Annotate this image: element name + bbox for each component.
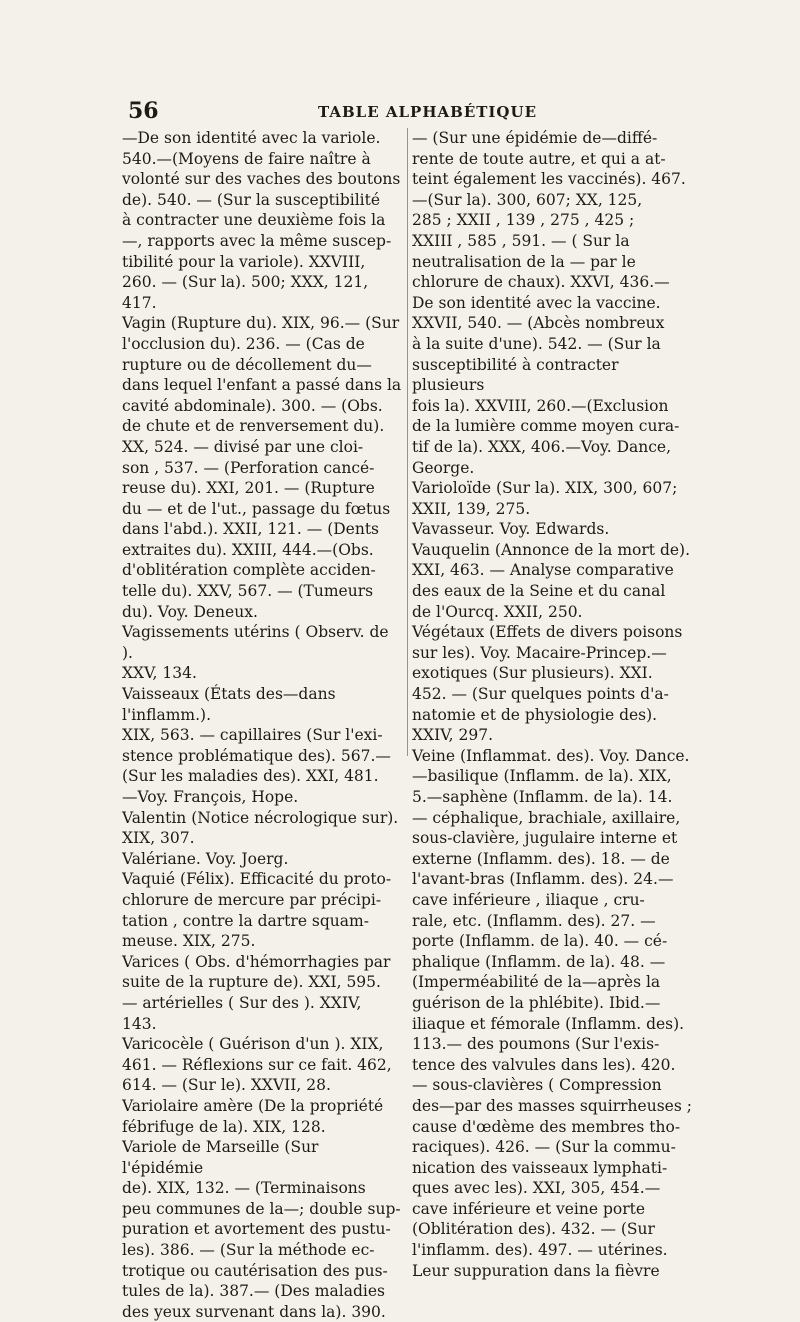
right-column — [412, 128, 692, 1281]
right-column-line: guérison de la phlébite). Ibid.— — [412, 993, 661, 1012]
right-column-line: Leur suppuration dans la fièvre — [412, 1261, 660, 1280]
right-column-line: sur les). Voy. Macaire-Princep.— — [412, 643, 667, 662]
right-column-line: 5.—saphène (Inflamm. de la). 14. — [412, 788, 673, 806]
left-column-line: tules de la). 387.— (Des maladies — [122, 1282, 385, 1301]
left-column-line: peu communes de la—; double sup- — [122, 1199, 401, 1218]
left-column-line: (Sur les maladies des). XXI, 481. — [122, 767, 379, 786]
left-column-line: trotique ou cautérisation des pus- — [122, 1261, 388, 1280]
left-column-line: du). Voy. Deneux. — [122, 602, 258, 621]
left-column-line: de). 540. — (Sur la susceptibilité — [122, 190, 381, 209]
right-column-line: XXVII, 540. — (Abcès nombreux — [412, 314, 665, 333]
left-column-line: —De son identité avec la variole. — [122, 129, 381, 147]
right-column-line: cave inférieure , iliaque , cru- — [412, 890, 645, 909]
right-column-line: (Imperméabilité de la—après la — [412, 973, 661, 992]
left-column-line: Varicocèle ( Guérison d'un ). XIX, — [122, 1035, 384, 1054]
left-column-line: XIX, 307. — [122, 829, 195, 848]
left-column-line: suite de la rupture de). XXI, 595. — [122, 973, 381, 992]
right-column-line: — (Sur une épidémie de—diffé- — [412, 129, 658, 147]
right-column-line: XXI, 463. — Analyse comparative — [412, 561, 674, 580]
left-column-line: dans l'abd.). XXII, 121. — (Dents — [122, 520, 380, 539]
left-column-line: Vaisseaux (États des—dans l'inflamm.). — [122, 685, 336, 724]
left-column-line: Variolaire amère (De la propriété — [122, 1096, 384, 1115]
left-column-line: 540.—(Moyens de faire naître à — [122, 149, 371, 168]
right-column-line: — sous-clavières ( Compression — [412, 1076, 662, 1095]
right-column-line: de l'Ourcq. XXII, 250. — [412, 602, 583, 621]
right-column-line: Varioloïde (Sur la). XIX, 300, 607; — [412, 479, 678, 498]
left-column-line: du — et de l'ut., passage du fœtus — [122, 499, 391, 518]
right-column-line: chlorure de chaux). XXVI, 436.— — [412, 273, 670, 292]
right-column-line: neutralisation de la — par le — [412, 252, 636, 271]
left-column-line: tation , contre la dartre squam- — [122, 911, 369, 930]
left-column-line: puration et avortement des pustu- — [122, 1220, 391, 1239]
right-column-line: des—par des masses squirrheuses ; — [412, 1096, 692, 1115]
left-column-line: 614. — (Sur le). XXVII, 28. — [122, 1076, 331, 1095]
left-column-line: Vagin (Rupture du). XIX, 96.— (Sur — [122, 314, 400, 333]
right-column-line: Végétaux (Effets de divers poisons — [412, 623, 683, 642]
right-column-line: (Oblitération des). 432. — (Sur — [412, 1220, 655, 1239]
right-column-line: raciques). 426. — (Sur la commu- — [412, 1138, 676, 1157]
left-column-line: 260. — (Sur la). 500; XXX, 121, — [122, 273, 369, 292]
right-column-line: Vavasseur. Voy. Edwards. — [412, 520, 610, 539]
right-column-line: tence des valvules dans les). 420. — [412, 1055, 676, 1074]
left-column-line: XX, 524. — divisé par une cloi- — [122, 437, 364, 456]
right-column-line: cause d'œdème des membres tho- — [412, 1117, 681, 1136]
left-column-line: Varices ( Obs. d'hémorrhagies par — [122, 952, 391, 971]
left-column-line: telle du). XXV, 567. — (Tumeurs — [122, 582, 374, 601]
left-column-line: Valentin (Notice nécrologique sur). — [122, 808, 399, 827]
left-column-line: stence problématique des). 567.— — [122, 746, 391, 765]
right-column-line: tif de la). XXX, 406.—Voy. Dance, — [412, 437, 672, 456]
left-column-line: rupture ou de décollement du— — [122, 355, 372, 374]
right-column-line: Veine (Inflammat. des). Voy. Dance. — [412, 746, 690, 765]
right-column-line: l'inflamm. des). 497. — utérines. — [412, 1241, 668, 1260]
right-column-line: ques avec les). XXI, 305, 454.— — [412, 1179, 661, 1198]
right-column-line: susceptibilité à contracter plusieurs — [412, 355, 619, 395]
left-column-line: 417. — [122, 293, 157, 312]
left-column-line: reuse du). XXI, 201. — (Rupture — [122, 479, 375, 498]
right-column-line: natomie et de physiologie des). — [412, 705, 658, 724]
right-column-line: externe (Inflamm. des). 18. — de — [412, 849, 670, 868]
left-column-line: XXV, 134. — [122, 664, 197, 683]
left-column-line: à contracter une deuxième fois la — [122, 211, 386, 230]
left-column-line: l'occlusion du). 236. — (Cas de — [122, 334, 365, 353]
right-column-line: XXIV, 297. — [412, 726, 494, 745]
right-column-line: 113.— des poumons (Sur l'exis- — [412, 1035, 660, 1054]
column-divider — [407, 128, 408, 756]
right-column-line: —basilique (Inflamm. de la). XIX, — [412, 767, 672, 786]
left-column-line: 143. — [122, 1014, 157, 1033]
page-header — [128, 98, 664, 128]
left-column-line: chlorure de mercure par précipi- — [122, 890, 382, 909]
left-column-line: 461. — Réflexions sur ce fait. 462, — [122, 1055, 392, 1074]
right-column-line: l'avant-bras (Inflamm. des). 24.— — [412, 870, 674, 889]
left-column-line: — artérielles ( Sur des ). XXIV, — [122, 993, 362, 1012]
left-column-line: XIX, 563. — capillaires (Sur l'exi- — [122, 726, 383, 745]
right-column-line: 285 ; XXII , 139 , 275 , 425 ; — [412, 211, 635, 230]
left-column-line: tibilité pour la variole). XXVIII, — [122, 252, 366, 271]
left-column-line: son , 537. — (Perforation cancé- — [122, 458, 375, 477]
page-number: 56 — [128, 98, 159, 124]
right-column-line: à la suite d'une). 542. — (Sur la — [412, 334, 661, 353]
left-column-line: —Voy. François, Hope. — [122, 788, 299, 806]
left-column-line: meuse. XIX, 275. — [122, 932, 256, 951]
right-column-line: George. — [412, 458, 475, 477]
right-column-line: phalique (Inflamm. de la). 48. — — [412, 952, 666, 971]
left-column-line: —, rapports avec la même suscep- — [122, 231, 392, 250]
left-column-line: extraites du). XXIII, 444.—(Obs. — [122, 540, 374, 559]
running-head: TABLE ALPHABÉTIQUE — [318, 103, 538, 121]
right-column-line: exotiques (Sur plusieurs). XXI. — [412, 664, 653, 683]
right-column-line: 452. — (Sur quelques points d'a- — [412, 685, 669, 704]
right-column-line: des eaux de la Seine et du canal — [412, 582, 666, 601]
left-column-line: des yeux survenant dans la). 390. — [122, 1302, 386, 1321]
left-column — [122, 128, 402, 1322]
right-column-line: Vauquelin (Annonce de la mort de). — [412, 540, 691, 559]
left-column-line: de). XIX, 132. — (Terminaisons — [122, 1179, 366, 1198]
left-column-line: Vaquié (Félix). Efficacité du proto- — [122, 870, 392, 889]
left-column-line: Vagissements utérins ( Observ. de ). — [122, 623, 389, 662]
right-column-line: rale, etc. (Inflamm. des). 27. — — [412, 911, 656, 930]
right-column-line: De son identité avec la vaccine. — [412, 293, 661, 312]
left-column-line: dans lequel l'enfant a passé dans la — [122, 376, 402, 395]
left-column-line: d'oblitération complète acciden- — [122, 561, 376, 580]
right-column-line: iliaque et fémorale (Inflamm. des). — [412, 1014, 685, 1033]
left-column-line: les). 386. — (Sur la méthode ec- — [122, 1241, 375, 1260]
left-column-line: de chute et de renversement du). — [122, 417, 385, 436]
right-column-line: de la lumière comme moyen cura- — [412, 417, 680, 436]
left-column-line: cavité abdominale). 300. — (Obs. — [122, 396, 383, 415]
left-column-line: Valériane. Voy. Joerg. — [122, 849, 289, 868]
right-column-line: cave inférieure et veine porte — [412, 1199, 646, 1218]
right-column-line: XXIII , 585 , 591. — ( Sur la — [412, 231, 630, 250]
right-column-line: porte (Inflamm. de la). 40. — cé- — [412, 932, 668, 951]
left-column-line: fébrifuge de la). XIX, 128. — [122, 1117, 326, 1136]
right-column-line: — céphalique, brachiale, axillaire, — [412, 808, 681, 827]
right-column-line: fois la). XXVIII, 260.—(Exclusion — [412, 396, 669, 415]
right-column-line: sous-clavière, jugulaire interne et — [412, 829, 678, 848]
right-column-line: —(Sur la). 300, 607; XX, 125, — [412, 190, 643, 209]
right-column-line: teint également les vaccinés). 467. — [412, 170, 686, 189]
left-column-line: volonté sur des vaches des boutons — [122, 170, 401, 189]
right-column-line: rente de toute autre, et qui a at- — [412, 149, 666, 168]
right-column-line: XXII, 139, 275. — [412, 499, 531, 518]
right-column-line: nication des vaisseaux lymphati- — [412, 1158, 668, 1177]
left-column-line: Variole de Marseille (Sur l'épidémie — [122, 1138, 319, 1177]
